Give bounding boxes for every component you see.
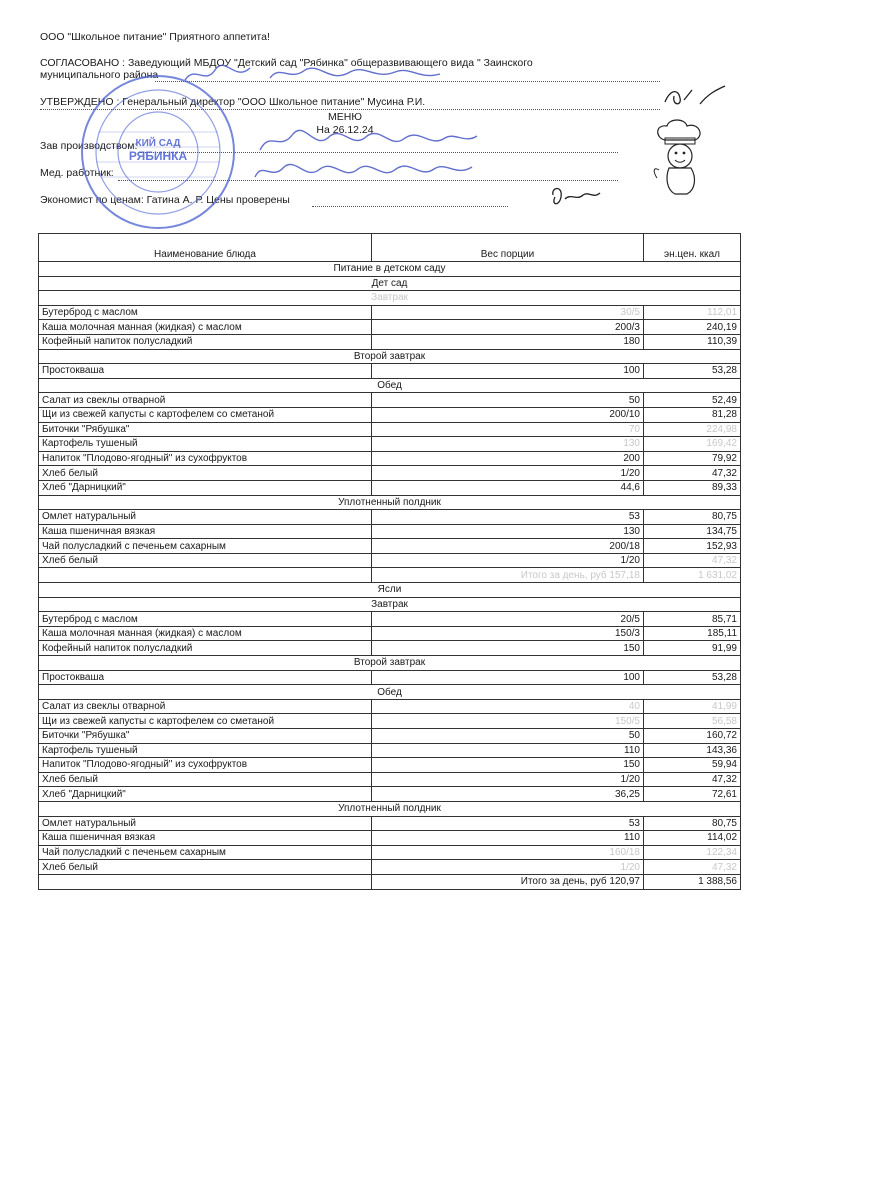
portion-weight: 50 [372,393,644,408]
table-row [39,480,741,495]
portion-weight: 150/5 [372,714,644,729]
dish-name: Бутерброд с маслом [39,305,372,320]
energy-kcal: 53,28 [644,364,741,379]
section-title: Завтрак [39,597,741,612]
energy-kcal: 122,34 [644,845,741,860]
portion-weight: 150 [372,641,644,656]
portion-weight: 110 [372,743,644,758]
table-row [39,451,741,466]
menu-table [38,233,741,890]
portion-weight: 70 [372,422,644,437]
signature-line-economist [312,206,508,207]
table-row [39,524,741,539]
portion-weight: 110 [372,831,644,846]
dish-name: Кофейный напиток полусладкий [39,334,372,349]
agreed-line-2: муниципального района [40,69,159,81]
portion-weight: 40 [372,699,644,714]
table-row [39,305,741,320]
portion-weight: 36,25 [372,787,644,802]
section-title: Уплотненный полдник [39,801,741,816]
section-row [39,378,741,393]
total-label: Итого за день, руб 157,18 [372,568,644,583]
portion-weight: 200/3 [372,320,644,335]
energy-kcal: 72,61 [644,787,741,802]
energy-kcal: 85,71 [644,612,741,627]
energy-kcal: 81,28 [644,407,741,422]
section-row [39,801,741,816]
energy-kcal: 114,02 [644,831,741,846]
table-row [39,787,741,802]
dish-name: Щи из свежей капусты с картофелем со сметаной [39,407,372,422]
dish-name: Хлеб белый [39,772,372,787]
portion-weight: 160/18 [372,845,644,860]
energy-kcal: 169,42 [644,437,741,452]
dish-name: Чай полусладкий с печеньем сахарным [39,539,372,554]
dish-name: Простокваша [39,364,372,379]
portion-weight: 100 [372,364,644,379]
signature-agreed [180,60,480,90]
column-header-weight: Вес порции [372,234,644,262]
total-spacer [39,874,372,889]
table-row [39,772,741,787]
dish-name: Кофейный напиток полусладкий [39,641,372,656]
energy-kcal: 47,32 [644,553,741,568]
dish-name: Напиток "Плодово-ягодный" из сухофруктов [39,451,372,466]
table-row [39,320,741,335]
section-row [39,349,741,364]
round-stamp [78,72,238,232]
dish-name: Хлеб "Дарницкий" [39,787,372,802]
table-row [39,845,741,860]
table-row [39,729,741,744]
dish-name: Каша пшеничная вязкая [39,831,372,846]
table-row [39,407,741,422]
section-title: Второй завтрак [39,349,741,364]
energy-kcal: 47,32 [644,772,741,787]
portion-weight: 53 [372,510,644,525]
section-row [39,583,741,598]
agreed-line-1: СОГЛАСОВАНО : Заведующий МБДОУ "Детский сад "Рябинка" общеразвивающего вида " Заинского [40,57,533,69]
section-row [39,495,741,510]
section-title: Ясли [39,583,741,598]
total-kcal: 1 631,02 [644,568,741,583]
dish-name: Каша молочная манная (жидкая) с маслом [39,320,372,335]
energy-kcal: 89,33 [644,480,741,495]
section-title: Питание в детском саду [39,262,741,277]
energy-kcal: 41,99 [644,699,741,714]
portion-weight: 150 [372,758,644,773]
dish-name: Каша пшеничная вязкая [39,524,372,539]
total-row [39,568,741,583]
dish-name: Бутерброд с маслом [39,612,372,627]
portion-weight: 200/10 [372,407,644,422]
portion-weight: 20/5 [372,612,644,627]
energy-kcal: 47,32 [644,860,741,875]
portion-weight: 50 [372,729,644,744]
medic-label: Мед. работник: [40,167,114,179]
table-row [39,422,741,437]
dish-name: Салат из свеклы отварной [39,393,372,408]
energy-kcal: 56,58 [644,714,741,729]
table-row [39,364,741,379]
table-row [39,860,741,875]
portion-weight: 1/20 [372,772,644,787]
portion-weight: 53 [372,816,644,831]
dish-name: Омлет натуральный [39,510,372,525]
dish-name: Хлеб белый [39,466,372,481]
dish-name: Хлеб белый [39,553,372,568]
table-row [39,714,741,729]
table-row [39,437,741,452]
dish-name: Хлеб "Дарницкий" [39,480,372,495]
energy-kcal: 240,19 [644,320,741,335]
column-header-kcal: эн.цен. ккал [644,234,741,262]
table-row [39,641,741,656]
section-row [39,656,741,671]
table-row [39,699,741,714]
signature-medic [250,155,480,190]
energy-kcal: 112,01 [644,305,741,320]
production-head-label: Зав производством: [40,140,138,152]
table-row [39,393,741,408]
dish-name: Салат из свеклы отварной [39,699,372,714]
dish-name: Напиток "Плодово-ягодный" из сухофруктов [39,758,372,773]
signature-director [660,82,730,112]
portion-weight: 1/20 [372,466,644,481]
portion-weight: 180 [372,334,644,349]
energy-kcal: 134,75 [644,524,741,539]
energy-kcal: 91,99 [644,641,741,656]
company-line: ООО "Школьное питание" Приятного аппетита! [40,31,270,43]
section-title: Дет сад [39,276,741,291]
dish-name: Каша молочная манная (жидкая) с маслом [39,626,372,641]
energy-kcal: 79,92 [644,451,741,466]
portion-weight: 44,6 [372,480,644,495]
energy-kcal: 152,93 [644,539,741,554]
section-row [39,262,741,277]
energy-kcal: 160,72 [644,729,741,744]
portion-weight: 130 [372,524,644,539]
energy-kcal: 110,39 [644,334,741,349]
section-row [39,291,741,306]
section-title: Уплотненный полдник [39,495,741,510]
total-kcal: 1 388,56 [644,874,741,889]
table-row [39,743,741,758]
column-header-dish: Наименование блюда [39,234,372,262]
dish-name: Биточки "Рябушка" [39,422,372,437]
section-row [39,685,741,700]
energy-kcal: 80,75 [644,816,741,831]
table-row [39,670,741,685]
portion-weight: 200 [372,451,644,466]
dish-name: Биточки "Рябушка" [39,729,372,744]
table-row [39,626,741,641]
section-title: Обед [39,685,741,700]
dish-name: Картофель тушеный [39,437,372,452]
table-row [39,334,741,349]
table-header-row [39,234,741,262]
section-title: Второй завтрак [39,656,741,671]
section-title: Завтрак [39,291,741,306]
portion-weight: 30/5 [372,305,644,320]
portion-weight: 130 [372,437,644,452]
energy-kcal: 52,49 [644,393,741,408]
total-spacer [39,568,372,583]
energy-kcal: 224,98 [644,422,741,437]
section-row [39,276,741,291]
menu-date: На 26.12.24 [316,124,374,136]
dish-name: Картофель тушеный [39,743,372,758]
menu-title: МЕНЮ [328,111,362,123]
energy-kcal: 53,28 [644,670,741,685]
energy-kcal: 47,32 [644,466,741,481]
energy-kcal: 143,36 [644,743,741,758]
total-label: Итого за день, руб 120,97 [372,874,644,889]
table-row [39,758,741,773]
table-row [39,553,741,568]
portion-weight: 200/18 [372,539,644,554]
table-row [39,510,741,525]
signature-economist [545,183,605,213]
economist-line: Экономист по ценам: Гатина А. Р. Цены проверены [40,194,290,206]
stamp-inner-text: КИЙ САД [135,138,181,149]
dish-name: Щи из свежей капусты с картофелем со сметаной [39,714,372,729]
dish-name: Омлет натуральный [39,816,372,831]
energy-kcal: 185,11 [644,626,741,641]
table-row [39,816,741,831]
section-title: Обед [39,378,741,393]
portion-weight: 1/20 [372,860,644,875]
total-row [39,874,741,889]
table-row [39,539,741,554]
table-row [39,466,741,481]
table-row [39,831,741,846]
chef-mascot-icon [645,118,720,198]
portion-weight: 100 [372,670,644,685]
portion-weight: 150/3 [372,626,644,641]
dish-name: Чай полусладкий с печеньем сахарным [39,845,372,860]
portion-weight: 1/20 [372,553,644,568]
energy-kcal: 59,94 [644,758,741,773]
stamp-name-text: РЯБИНКА [128,149,188,163]
dish-name: Хлеб белый [39,860,372,875]
approved-line: УТВЕРЖДЕНО : Генеральный директор "ООО Школьное питание" Мусина Р.И. [40,96,426,108]
table-row [39,612,741,627]
energy-kcal: 80,75 [644,510,741,525]
dish-name: Простокваша [39,670,372,685]
section-row [39,597,741,612]
